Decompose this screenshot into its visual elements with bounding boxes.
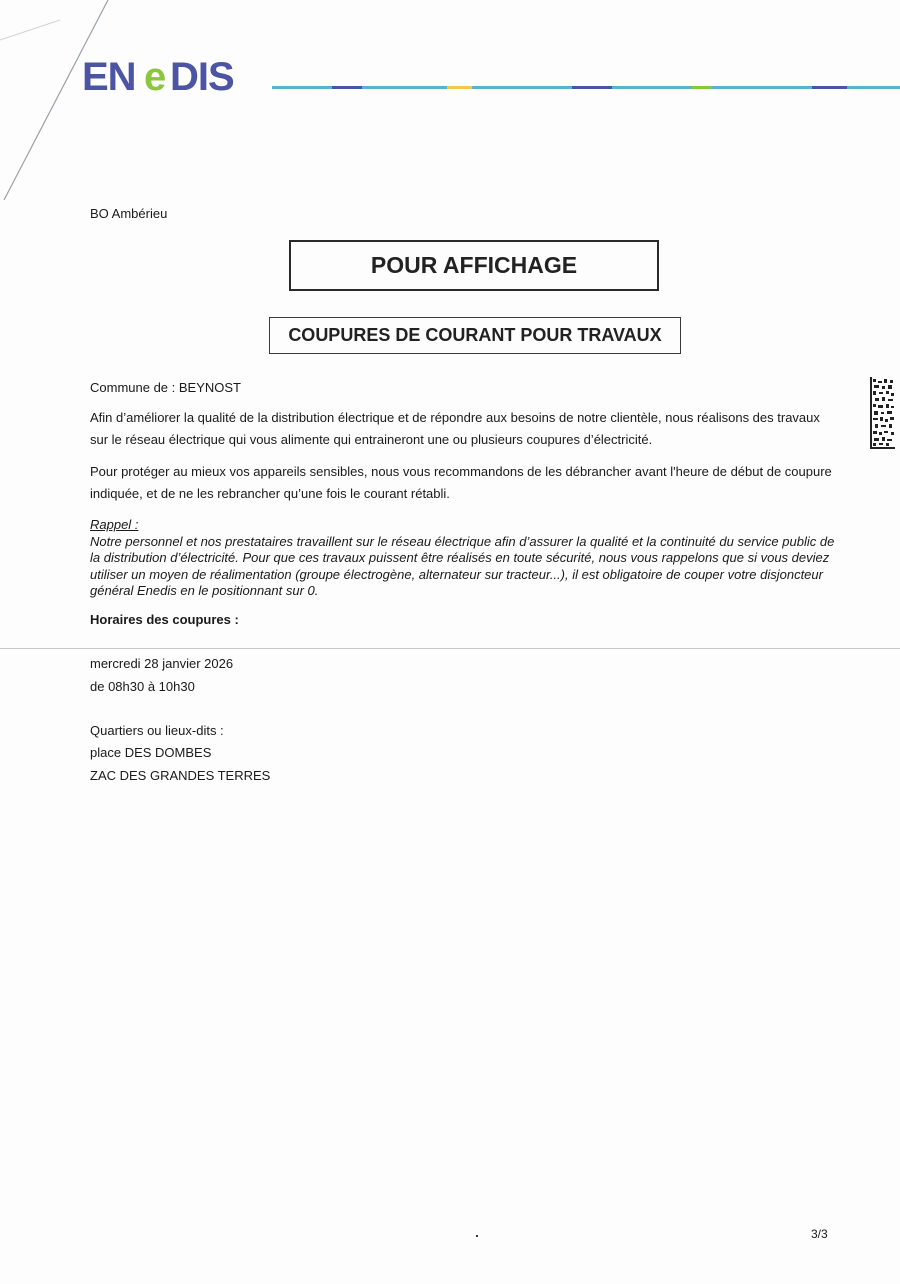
scan-crease-mark [0, 0, 120, 210]
header-divider [272, 86, 900, 89]
scan-fold-line [0, 648, 900, 649]
rappel-title: Rappel : [90, 517, 139, 532]
advice-paragraph: Pour protéger au mieux vos appareils sensibles, nous vous recommandons de les débrancher avant l'heure de début de coupure indiquée, et de ne les rebrancher qu’une fois le courant rétabli. [90, 464, 832, 501]
svg-text:e: e [144, 55, 167, 98]
horaires-title: Horaires des coupures : [90, 612, 239, 627]
commune-label: Commune de : BEYNOST [90, 380, 241, 395]
notice-subtitle: COUPURES DE COURANT POUR TRAVAUX [269, 317, 681, 354]
outage-date: mercredi 28 janvier 2026 [90, 656, 234, 671]
quartier-item: ZAC DES GRANDES TERRES [90, 768, 271, 783]
sender-office: BO Ambérieu [90, 206, 168, 221]
banner-title: POUR AFFICHAGE [289, 240, 659, 291]
enedis-logo [82, 52, 262, 98]
quartiers-title: Quartiers ou lieux-dits : [90, 723, 224, 738]
svg-text:EN: EN [82, 55, 136, 98]
quartier-item: place DES DOMBES [90, 745, 212, 760]
datamatrix-code [870, 377, 895, 449]
rappel-text: Notre personnel et nos prestataires travaillent sur le réseau électrique afin d’assurer la qualité et la continuité du service public de la distribution d’électricité. Pour que ces travaux puissent être réalisés en toute sécurité, nous vous rappelons que si vous deviez utiliser un moyen de réalimentation (groupe électrogène, alternateur sur tracteur...), il est obligatoire de couper votre disjoncteur général Enedis en le positionnant sur 0. [90, 533, 835, 598]
intro-paragraph: Afin d’améliorer la qualité de la distribution électrique et de répondre aux besoins de notre clientèle, nous réalisons des travaux sur le réseau électrique qui vous alimente qui entraineront une ou plusieurs coupures d’électricité. [90, 410, 820, 447]
scan-speck [476, 1235, 478, 1237]
svg-text:DIS: DIS [170, 55, 234, 98]
outage-time: de 08h30 à 10h30 [90, 679, 195, 694]
page-number: 3/3 [811, 1227, 828, 1241]
rappel-block [90, 517, 835, 600]
